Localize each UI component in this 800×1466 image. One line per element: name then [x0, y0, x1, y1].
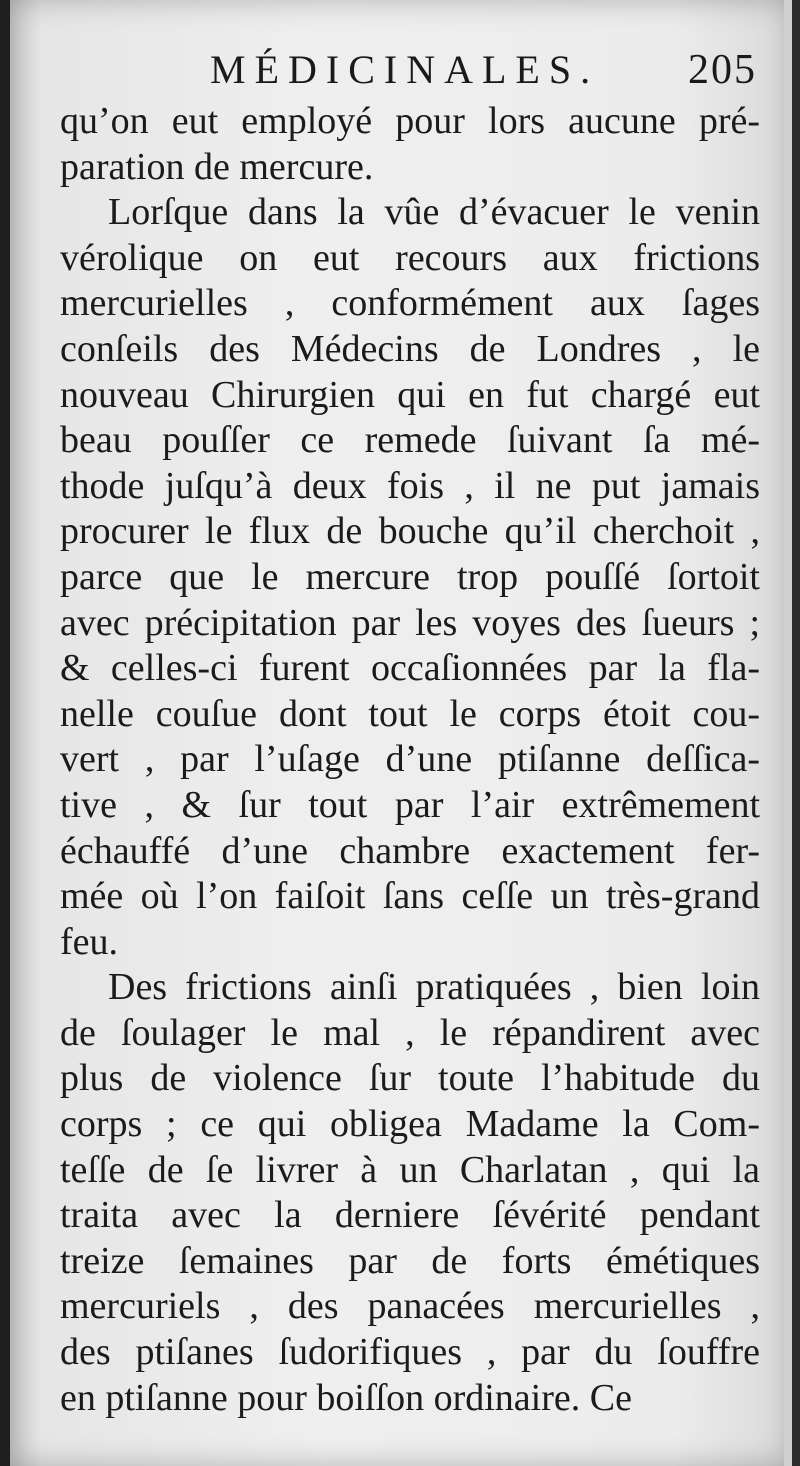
text-line: paration de mercure. — [60, 145, 374, 188]
text-line: nelle couſue dont tout le corps étoit cou- — [60, 692, 760, 735]
text-line: teſſe de ſe livrer à un Charlatan , qui la — [60, 1148, 760, 1191]
text-line: traita avec la derniere ſévérité pendant — [60, 1194, 760, 1237]
text-line: vert , par l’uſage d’une ptiſanne deſſica- — [60, 738, 760, 781]
page-header — [10, 46, 792, 94]
paragraph — [60, 190, 760, 965]
text-line: échauffé d’une chambre exactement fer- — [60, 829, 760, 872]
text-line: mée où l’on faiſoit ſans ceſſe un très-grand — [60, 875, 760, 918]
paragraph — [60, 99, 760, 190]
page-edge — [784, 0, 792, 1466]
text-line: & celles-ci furent occaſionnées par la fla- — [60, 647, 760, 690]
text-line: Des frictions ainſi pratiquées , bien loin — [108, 966, 760, 1009]
book-page — [10, 0, 792, 1466]
text-line: treize ſemaines par de forts émétiques — [60, 1239, 760, 1282]
text-line: en ptiſanne pour boiſſon ordinaire. Ce — [60, 1376, 632, 1419]
text-line: mercurielles , conformément aux ſages — [60, 282, 760, 325]
text-line: nouveau Chirurgien qui en fut chargé eut — [60, 373, 760, 416]
text-line: vérolique on eut recours aux frictions — [60, 236, 760, 279]
text-line: corps ; ce qui obligea Madame la Com- — [60, 1103, 760, 1146]
text-line: conſeils des Médecins de Londres , le — [60, 327, 760, 370]
text-line: parce que le mercure trop pouſſé ſortoit — [60, 555, 760, 598]
body-text — [60, 99, 760, 1421]
text-line: beau pouſſer ce remede ſuivant ſa mé- — [60, 419, 760, 462]
text-line: procurer le flux de bouche qu’il cherchoit , — [60, 510, 760, 553]
text-line: mercuriels , des panacées mercurielles , — [60, 1285, 760, 1328]
page-number: 205 — [688, 47, 757, 93]
paragraph — [60, 965, 760, 1421]
text-line: avec précipitation par les voyes des ſueurs ; — [60, 601, 760, 644]
text-line: des ptiſanes ſudorifiques , par du ſouffre — [60, 1331, 760, 1374]
text-line: qu’on eut employé pour lors aucune pré- — [60, 100, 760, 142]
text-line: tive , & ſur tout par l’air extrêmement — [60, 783, 760, 826]
text-line: de ſoulager le mal , le répandirent avec — [60, 1011, 760, 1054]
text-line: plus de violence ſur toute l’habitude du — [60, 1057, 760, 1100]
text-line: feu. — [60, 920, 119, 963]
text-line: thode juſqu’à deux fois , il ne put jamais — [60, 464, 760, 507]
text-line: Lorſque dans la vûe d’évacuer le venin — [108, 191, 760, 234]
book-gutter-shadow — [0, 0, 10, 1466]
running-head: MÉDICINALES. — [210, 47, 600, 92]
